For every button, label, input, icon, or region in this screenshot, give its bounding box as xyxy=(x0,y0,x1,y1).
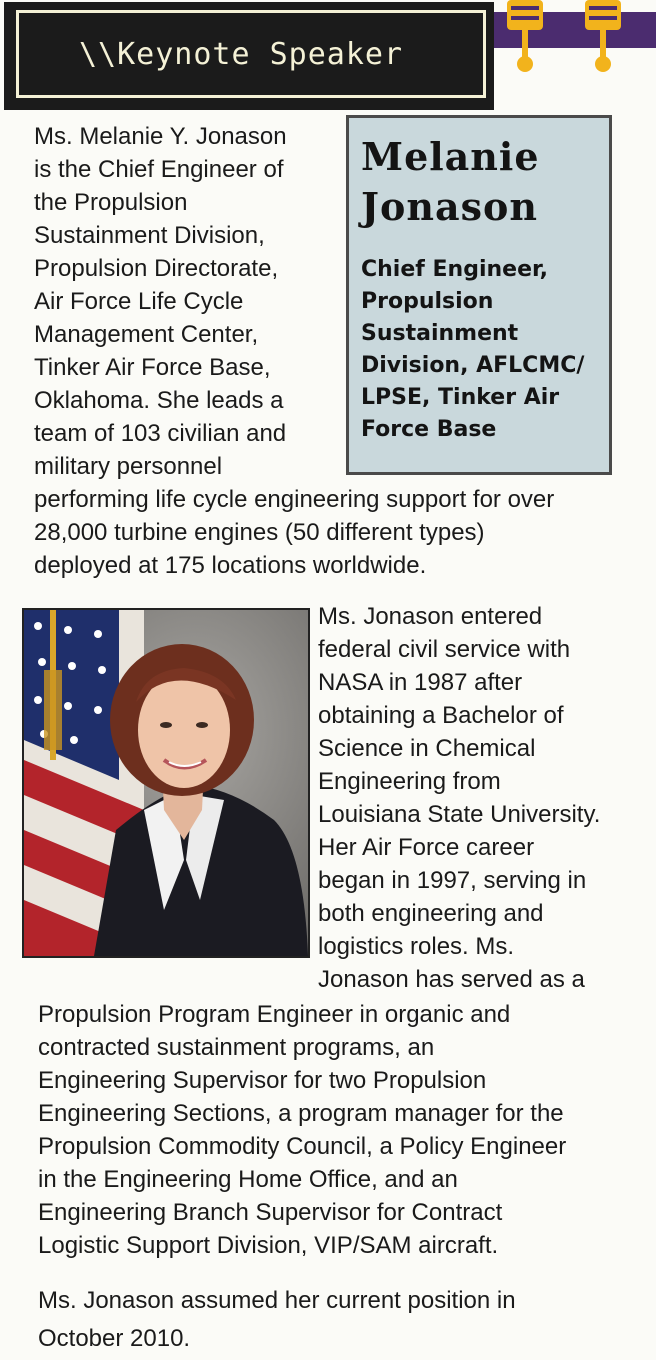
paragraph-line: logistics roles. Ms. xyxy=(318,933,515,960)
bio-current-paragraph xyxy=(38,1282,516,1358)
paragraph-line: Engineering Sections, a program manager for the xyxy=(38,1100,564,1127)
bio-intro-paragraph xyxy=(34,120,554,582)
paragraph-line: October 2010. xyxy=(38,1325,191,1352)
paragraph-line: military personnel xyxy=(34,453,223,480)
speaker-last-name: Jonason xyxy=(361,184,538,229)
paragraph-line: deployed at 175 locations worldwide. xyxy=(34,552,427,579)
paragraph-line: Tinker Air Force Base, xyxy=(34,354,271,381)
speaker-portrait xyxy=(22,608,310,958)
circuit-connector-icon xyxy=(505,0,545,74)
paragraph-line: Jonason has served as a xyxy=(318,966,585,993)
paragraph-line: Engineering from xyxy=(318,768,501,795)
speaker-title-line: Chief Engineer, xyxy=(361,257,548,282)
paragraph-line: Engineering Supervisor for two Propulsion xyxy=(38,1067,487,1094)
paragraph-line: obtaining a Bachelor of xyxy=(318,702,564,729)
paragraph-line: Propulsion Program Engineer in organic and xyxy=(38,1001,511,1028)
paragraph-line: Science in Chemical xyxy=(318,735,536,762)
paragraph-line: both engineering and xyxy=(318,900,544,927)
paragraph-line: began in 1997, serving in xyxy=(318,867,587,894)
paragraph-line: Logistic Support Division, VIP/SAM aircraft. xyxy=(38,1232,499,1259)
paragraph-line: NASA in 1987 after xyxy=(318,669,523,696)
paragraph-line: performing life cycle engineering support for over xyxy=(34,486,555,513)
paragraph-line: team of 103 civilian and xyxy=(34,420,287,447)
speaker-first-name: Melanie xyxy=(361,134,540,179)
paragraph-line: Ms. Jonason assumed her current position in xyxy=(38,1287,516,1314)
paragraph-line: Air Force Life Cycle xyxy=(34,288,244,315)
paragraph-line: the Propulsion xyxy=(34,189,188,216)
paragraph-line: Engineering Branch Supervisor for Contract xyxy=(38,1199,503,1226)
speaker-portrait-image xyxy=(24,610,308,956)
paragraph-line: Ms. Jonason entered xyxy=(318,603,543,630)
circuit-connector-icon xyxy=(583,0,623,74)
paragraph-line: Management Center, xyxy=(34,321,259,348)
paragraph-line: is the Chief Engineer of xyxy=(34,156,284,183)
paragraph-line: Propulsion Directorate, xyxy=(34,255,279,282)
speaker-title-line: LPSE, Tinker Air xyxy=(361,385,560,410)
paragraph-line: in the Engineering Home Office, and an xyxy=(38,1166,458,1193)
bio-career-paragraph-full xyxy=(38,998,566,1262)
paragraph-line: Ms. Melanie Y. Jonason xyxy=(34,123,287,150)
paragraph-line: federal civil service with xyxy=(318,636,571,663)
speaker-title-line: Propulsion xyxy=(361,289,494,314)
paragraph-line: Louisiana State University. xyxy=(318,801,601,828)
paragraph-line: Her Air Force career xyxy=(318,834,535,861)
section-header-frame xyxy=(16,10,486,98)
paragraph-line: 28,000 turbine engines (50 different types) xyxy=(34,519,485,546)
section-title: \\Keynote Speaker xyxy=(79,36,404,72)
paragraph-line: contracted sustainment programs, an xyxy=(38,1034,435,1061)
paragraph-line: Oklahoma. She leads a xyxy=(34,387,284,414)
bio-career-paragraph-side xyxy=(318,600,600,996)
speaker-title-line: Sustainment xyxy=(361,321,519,346)
paragraph-line: Propulsion Commodity Council, a Policy Engineer xyxy=(38,1133,567,1160)
speaker-title-line: Division, AFLCMC/ xyxy=(361,353,585,378)
speaker-title-line: Force Base xyxy=(361,417,497,442)
section-header xyxy=(4,2,494,110)
paragraph-line: Sustainment Division, xyxy=(34,222,265,249)
